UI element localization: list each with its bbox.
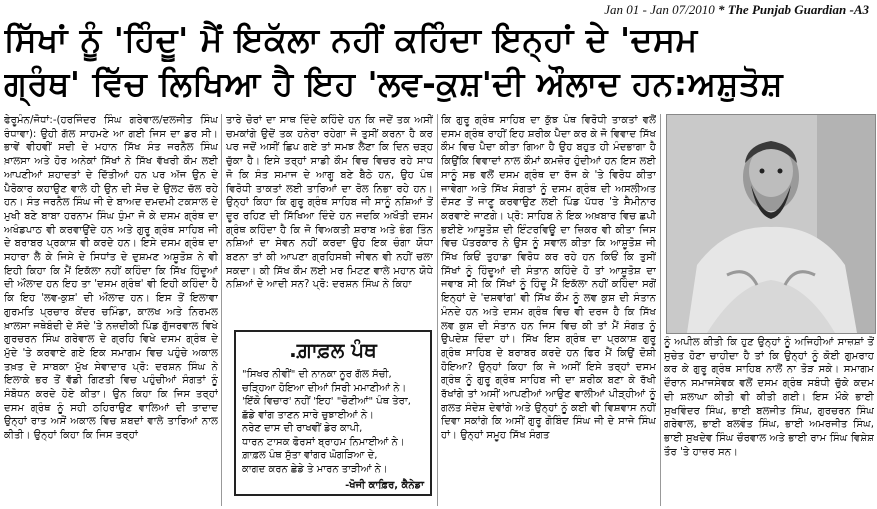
article-column-2 — [226, 114, 433, 324]
photo-portrait — [666, 114, 876, 334]
masthead — [604, 2, 869, 18]
poem-line: ਛੱਡੇ ਵਾਂਗ ਤਾਣਨ ਸਾਰੇ ਚੁਝਾਈਆਂ ਨੇ। — [242, 409, 374, 421]
column-2-text: ਤਾਰੇ ਚੋਰਾਂ ਦਾ ਸਾਥ ਦਿੰਦੇ ਕਹਿੰਦੇ ਹਨ ਕਿ ਜਦੋਂ ਤਕ ਅਸੀਂ ਚਮਕਾਂਗੇ ਉਦੋਂ ਤਕ ਹਨੇਰਾ ਰਹੇਗਾ ਜੋ ਤੁਸੀਂ ਕਰਨਾ ਹੈ ਕਰ ਪਰ ਜਦੋਂ ਅਸੀਂ ਛਿਪ ਗਏ ਤਾਂ ਸਮਝ ਲੈਣਾ ਕਿ ਦਿਨ ਚੜ੍ਹ ਚੁੱਕਾ ਹੈ। ਇਸੇ ਤਰ੍ਹਾਂ ਸਾਡੀ ਕੌਮ ਵਿਚ ਵਿਚਰ ਰਹੇ ਸਾਧ ਜੋ ਕਿ ਸੰਤ ਸਮਾਜ ਦੇ ਆਗੂ ਬਣੇ ਬੈਠੇ ਹਨ, ਉਹ ਪੰਥ ਵਿਰੋਧੀ ਤਾਕਤਾਂ ਲਈ ਤਾਰਿਆਂ ਦਾ ਰੋਲ ਨਿਭਾ ਰਹੇ ਹਨ। ਉਨ੍ਹਾਂ ਕਿਹਾ ਕਿ ਗੁਰੂ ਗ੍ਰੰਥ ਸਾਹਿਬ ਜੀ ਸਾਨੂੰ ਨਸ਼ਿਆਂ ਤੋਂ ਦੂਰ ਰਹਿਣ ਦੀ ਸਿੱਖਿਆ ਦਿੰਦੇ ਹਨ ਜਦਕਿ ਅਖੌਤੀ ਦਸਮ ਗ੍ਰੰਥ ਕਹਿੰਦਾ ਹੈ ਕਿ ਜੋ ਵਿਅਕਤੀ ਸ਼ਰਾਬ ਅਤੇ ਭੰਗ ਤਿੰਨ ਨਸ਼ਿਆਂ ਦਾ ਸੇਵਨ ਨਹੀਂ ਕਰਦਾ ਉਹ ਇਕ ਚੰਗਾ ਯੋਧਾ ਬਣਨਾ ਤਾਂ ਕੀ ਆਪਣਾ ਗ੍ਰਹਿਸਥੀ ਜੀਵਨ ਵੀ ਨਹੀਂ ਚਲਾ ਸਕਦਾ। ਕੀ ਸਿੱਖ ਕੌਮ ਲਈ ਮਰ ਮਿਟਣ ਵਾਲੇ ਮਹਾਨ ਯੋਧੇ ਨਸ਼ਿਆਂ ਦੇ ਆਦੀ ਸਨ? ਪ੍ਰੋ: ਦਰਸ਼ਨ ਸਿੰਘ ਨੇ ਕਿਹਾ — [226, 115, 433, 291]
poem-author: -ਖੋਜੀ ਕਾਫ਼ਿਰ, ਕੈਨੇਡਾ — [345, 480, 424, 491]
poem-line: 'ਇੱਕੋ ਵਿਚਾਰ' ਨਹੀਂ 'ਇਹ' "ਚੋਣੀਆਂ" ਪੰਥ ਤੇਰਾ, — [242, 396, 411, 407]
column-divider — [221, 114, 222, 506]
poem-title: .ਗ਼ਾਫ਼ਲ ਪੰਥ — [289, 338, 377, 362]
poem-line: ਧਾਰਨ ਟਾਸਕ ਫੋਰਸਾਂ ਬ੍ਰਾਹਮ ਨਿਮਾਈਆਂ ਨੇ। — [242, 436, 405, 448]
headline-line-1: ਸਿੱਖਾਂ ਨੂੰ 'ਹਿੰਦੂ' ਮੈਂ ਇਕੱਲਾ ਨਹੀਂ ਕਹਿੰਦਾ ਇਨ੍ਹਾਂ ਦੇ 'ਦਸਮ — [4, 20, 698, 59]
portrait-illustration — [667, 115, 875, 333]
column-3-text: ਕਿ ਗੁਰੂ ਗ੍ਰੰਥ ਸਾਹਿਬ ਦਾ ਕੁੱਝ ਪੰਥ ਵਿਰੋਧੀ ਤਾਕਤਾਂ ਵਲੋਂ ਦਸਮ ਗ੍ਰੰਥ ਰਾਹੀਂ ਇਹ ਸ਼ਰੀਕ ਪੈਦਾ ਕਰ ਕੇ ਜੋ ਵਿਵਾਦ ਸਿੱਖ ਕੌਮ ਵਿਚ ਪੈਦਾ ਕੀਤਾ ਗਿਆ ਹੈ ਉਹ ਬਹੁਤ ਹੀ ਮੰਦਭਾਗਾ ਹੈ ਕਿਉਂਕਿ ਵਿਵਾਦਾਂ ਨਾਲ ਕੌਮਾਂ ਕਮਜ਼ੋਰ ਹੁੰਦੀਆਂ ਹਨ ਇਸ ਲਈ ਸਾਨੂੰ ਸਭ ਵਲੋਂ ਦਸਮ ਗ੍ਰੰਥ ਦਾ ਰੱਜ ਕੇ 'ਤੇ ਵਿਰੋਧ ਕੀਤਾ ਜਾਵੇਗਾ ਅਤੇ ਸਿੱਖ ਸੰਗਤਾਂ ਨੂੰ ਦਸਮ ਗ੍ਰੰਥ ਦੀ ਅਸਲੀਅਤ ਦੱਸਣ ਤੋਂ ਜਾਣੂ ਕਰਵਾਉਣ ਲਈ ਪਿੰਡ ਪੱਧਰ 'ਤੇ ਸੈਮੀਨਾਰ ਕਰਵਾਏ ਜਾਣਗੇ। ਪ੍ਰੋ: ਸਾਹਿਬ ਨੇ ਇਕ ਅਖ਼ਬਾਰ ਵਿਚ ਛਪੀ ਭਈਏ ਆਸ਼ੂਤੋਸ਼ ਦੀ ਇੰਟਰਵਿਊ ਦਾ ਜ਼ਿਕਰ ਵੀ ਕੀਤਾ ਜਿਸ ਵਿਚ ਪੱਤਰਕਾਰ ਨੇ ਉਸ ਨੂੰ ਸਵਾਲ ਕੀਤਾ ਕਿ ਆਸ਼ੂਤੋਸ਼ ਜੀ ਸਿੱਖ ਕਿਓਂ ਤੁਹਾਡਾ ਵਿਰੋਧ ਕਰ ਰਹੇ ਹਨ ਕਿਓਂ ਕਿ ਤੁਸੀਂ ਸਿੱਖਾਂ ਨੂੰ ਹਿੰਦੂਆਂ ਦੀ ਸੰਤਾਨ ਕਹਿੰਦੇ ਹੋ ਤਾਂ ਆਸ਼ੂਤੋਸ਼ ਦਾ ਜਵਾਬ ਸੀ ਕਿ ਸਿੱਖਾਂ ਨੂੰ ਹਿੰਦੂ ਮੈਂ ਇਕੱਲਾ ਨਹੀਂ ਕਹਿੰਦਾ ਸਗੋਂ ਇਨ੍ਹਾਂ ਦੇ 'ਦਸ਼ਵਾਂਗ' ਵੀ ਸਿੱਖ ਕੌਮ ਨੂੰ ਲਵ ਕੁਸ਼ ਦੀ ਸੰਤਾਨ ਮੰਨਦੇ ਹਨ ਅਤੇ ਦਸਮ ਗ੍ਰੰਥ ਵਿਚ ਵੀ ਦਰਜ ਹੈ ਕਿ ਸਿੱਖ ਲਵ ਕੁਸ਼ ਦੀ ਸੰਤਾਨ ਹਨ ਜਿਸ ਵਿਚ ਕੀ ਤਾਂ ਮੈਂ ਸੰਗਤ ਨੂੰ ਉਪਦੇਸ਼ ਦਿੰਦਾ ਹਾਂ। ਸਿੱਖ ਇਸ ਗ੍ਰੰਥ ਦਾ ਪ੍ਰਕਾਸ਼ ਗੁਰੂ ਗ੍ਰੰਥ ਸਾਹਿਬ ਦੇ ਬਰਾਬਰ ਕਰਦੇ ਹਨ ਫਿਰ ਮੈਂ ਕਿਉਂ ਦੋਸ਼ੀ ਹੋਇਆ? ਉਨ੍ਹਾਂ ਕਿਹਾ ਕਿ ਜੇ ਅਸੀਂ ਇਸੇ ਤਰ੍ਹਾਂ ਦਸਮ ਗ੍ਰੰਥ ਨੂੰ ਗੁਰੂ ਗ੍ਰੰਥ ਸਾਹਿਬ ਜੀ ਦਾ ਸ਼ਰੀਕ ਬਣਾ ਕੇ ਰੱਖੀ ਰੱਖਾਂਗੇ ਤਾਂ ਅਸੀਂ ਆਪਣੀਆਂ ਆਉਣ ਵਾਲੀਆਂ ਪੀੜ੍ਹੀਆਂ ਨੂੰ ਗਲਤ ਸੰਦੇਸ਼ ਦੇਵਾਂਗੇ ਅਤੇ ਉਨ੍ਹਾਂ ਨੂੰ ਕਈ ਵੀ ਵਿਸ਼ਵਾਸ ਨਹੀਂ ਦਿਵਾ ਸਕਾਂਗੇ ਕਿ ਅਸੀਂ ਗੁਰੂ ਗੋਬਿੰਦ ਸਿੰਘ ਜੀ ਦੇ ਸਾਜੇ ਸਿੰਘ ਹਾਂ। ਉਨ੍ਹਾਂ ਸਮੂਹ ਸਿੱਖ ਸੰਗਤ — [441, 115, 656, 442]
column-divider — [660, 114, 661, 506]
headline — [4, 18, 874, 106]
article-column-4 — [664, 336, 874, 508]
poem-lines — [242, 368, 424, 476]
poem-line: "ਸਿਖਰ ਨੀਵੀਂ" ਦੀ ਨਾਨਕਾ ਨੂਰ ਗੱਲ ਸੱਚੀ, — [242, 369, 392, 380]
column-4-text: ਨੂੰ ਅਪੀਲ ਕੀਤੀ ਕਿ ਹੁਣ ਉਨ੍ਹਾਂ ਨੂੰ ਅਜਿਹੀਆਂ ਸਾਜ਼ਸ਼ਾਂ ਤੋਂ ਸੁਚੇਤ ਹੋਣਾ ਚਾਹੀਦਾ ਹੈ ਤਾਂ ਕਿ ਉਨ੍ਹਾਂ ਨੂੰ ਕੋਈ ਗੁਮਰਾਹ ਕਰ ਕੇ ਗੁਰੂ ਗ੍ਰੰਥ ਸਾਹਿਬ ਨਾਲੋਂ ਨਾ ਤੋੜ ਸਕੇ। ਸਮਾਗਮ ਦੌਰਾਨ ਸਮਾਜਸੇਵਕ ਵਲੋਂ ਦਸਮ ਗ੍ਰੰਥ ਸਬੰਧੀ ਚੁੱਕੇ ਕਦਮ ਦੀ ਸ਼ਲਾਘਾ ਕੀਤੀ ਵੀ ਕੀਤੀ ਗਈ। ਇਸ ਮੌਕੇ ਭਾਈ ਸੁਖਵਿੰਦਰ ਸਿੰਘ, ਭਾਈ ਬਲਜੀਤ ਸਿੰਘ, ਗੁਰਚਰਨ ਸਿੰਘ ਗਰੇਵਾਲ, ਭਾਈ ਬਲਵੰਤ ਸਿੰਘ, ਭਾਈ ਅਮਰਜੀਤ ਸਿੰਘ, ਭਾਈ ਸੁਖਦੇਵ ਸਿੰਘ ਚੌਰਵਾਲ ਅਤੇ ਭਾਈ ਰਾਮ ਸਿੰਘ ਵਿਸ਼ੇਸ਼ ਤੌਰ 'ਤੇ ਹਾਜ਼ਰ ਸਨ। — [664, 337, 874, 458]
poem-line: ਚੜ੍ਹਿਆ ਹੋਇਆ ਦੀਆਂ ਸਿਰੀ ਮਮਾਣੀਆਂ ਨੇ। — [242, 382, 407, 394]
masthead-paper: * The Punjab Guardian -A3 — [718, 2, 869, 17]
column-divider — [437, 114, 438, 506]
column-1-text: ਫੇਰੂਮੰਨ/ਜੋਧਾਂ:-(ਹਰਜਿੰਦਰ ਸਿੰਘ ਗਰੇਵਾਲ/ਦਲਜੀਤ ਸਿੰਘ ਰੰਧਾਵਾ): ਉਹੀ ਗੱਲ ਸਾਹਮਣੇ ਆ ਗਈ ਜਿਸ ਦਾ ਡਰ ਸੀ। ਭਾਵੇਂ ਵੀਹਵੀਂ ਸਦੀ ਦੇ ਮਹਾਨ ਸਿੱਖ ਸੰਤ ਜਰਨੈਲ ਸਿੰਘ ਖ਼ਾਲਸਾ ਅਤੇ ਹੋਰ ਅਨੇਕਾਂ ਸਿੱਖਾਂ ਨੇ ਸਿੱਖ ਵੱਖਰੀ ਕੌਮ ਲਈ ਆਪਣੀਆਂ ਸ਼ਹਾਦਤਾਂ ਦੇ ਦਿੱਤੀਆਂ ਹਨ ਪਰ ਅੱਜ ਉਨ ਦੇ ਪੈਰੋਕਾਰ ਕਹਾਉਣ ਵਾਲੇ ਹੀ ਉਨ ਦੀ ਸੋਚ ਦੇ ਉਲਟ ਚੱਲ ਰਹੇ ਹਨ। ਸੰਤ ਜਰਨੈਲ ਸਿੰਘ ਜੀ ਦੇ ਬਾਅਦ ਦਮਦਮੀ ਟਕਸਾਲ ਦੇ ਮੁਖੀ ਬਣੇ ਬਾਬਾ ਹਰਨਾਮ ਸਿੰਘ ਧੁੰਮਾ ਜੋ ਕੇ ਦਸਮ ਗ੍ਰੰਥ ਦਾ ਅਖੰਡਪਾਠ ਵੀ ਕਰਵਾਉਂਦੇ ਹਨ ਅਤੇ ਗੁਰੂ ਗ੍ਰੰਥ ਸਾਹਿਬ ਜੀ ਦੇ ਬਰਾਬਰ ਪ੍ਰਕਾਸ਼ ਵੀ ਕਰਦੇ ਹਨ। ਇਸੇ ਦਸਮ ਗ੍ਰੰਥ ਦਾ ਸਹਾਰਾ ਲੈ ਕੇ ਜਿਸੇ ਦੇ ਸਿਧਾਂਤ ਦੇ ਦੁਸ਼ਮਣ ਅਸ਼ੂਤੋਸ਼ ਨੇ ਵੀ ਇਹੀ ਕਿਹਾ ਕਿ ਮੈਂ ਇਕੱਲਾ ਨਹੀਂ ਕਹਿੰਦਾ ਕਿ ਸਿੱਖ ਹਿੰਦੂਆਂ ਦੀ ਔਲਾਦ ਹਨ ਇਹ ਤਾ 'ਦਸਮ ਗ੍ਰੰਥ' ਵੀ ਇਹੀ ਕਹਿੰਦਾ ਹੈ ਕਿ ਇਹ 'ਲਵ-ਕੁਸ਼' ਦੀ ਔਲਾਦ ਹਨ। ਇਸ ਤੋਂ ਇਲਾਵਾ ਗੁਰਮਤਿ ਪ੍ਰਚਾਰ ਕੇਂਦਰ ਚਮਿੰਡਾ, ਕਾਲਖ ਅਤੇ ਨਿਰਮਲ ਖ਼ਾਲਸਾ ਜਥੇਬੰਦੀ ਦੇ ਸੱਦੇ 'ਤੇ ਨਜ਼ਦੀਕੀ ਪਿੰਡ ਗੁੱਜਰਵਾਲ ਵਿਖੇ ਗੁਰਚਰਨ ਸਿੰਘ ਗਰੇਵਾਲ ਦੇ ਗ੍ਰਹਿ ਵਿਖੇ ਦਸਮ ਗ੍ਰੰਥ ਦੇ ਮੁੱਦੇ 'ਤੇ ਕਰਵਾਏ ਗਏ ਇਕ ਸਮਾਗਮ ਵਿਚ ਪਹੁੰਚੇ ਅਕਾਲ ਤਖ਼ਤ ਦੇ ਸਾਬਕਾ ਮੁੱਖ ਸੇਵਾਦਾਰ ਪ੍ਰੋ: ਦਰਸ਼ਨ ਸਿੰਘ ਨੇ ਇਲਾਕੇ ਭਰ ਤੋਂ ਵੱਡੀ ਗਿਣਤੀ ਵਿਚ ਪਹੁੰਚੀਆਂ ਸੰਗਤਾਂ ਨੂੰ ਸੰਬੋਧਨ ਕਰਦੇ ਹੋਏ ਕੀਤਾ। ਉਨ ਕਿਹਾ ਕਿ ਜਿਸ ਤਰ੍ਹਾਂ ਦਸਮ ਗ੍ਰੰਥ ਨੂੰ ਸਹੀ ਠਹਿਰਾਉਣ ਵਾਲਿਆਂ ਦੀ ਤਾਦਾਦ ਉਨ੍ਹਾਂ ਰਾਤ ਅਸੋਂ ਅਕਾਲ ਵਿਚ ਸ਼ਬਦਾਂ ਵਾਲੇ ਤਾਰਿਆਂ ਨਾਲ ਕੀਤੀ। ਉਨ੍ਹਾਂ ਕਿਹਾ ਕਿ ਜਿਸ ਤਰ੍ਹਾਂ — [4, 115, 218, 442]
article-column-3 — [441, 114, 656, 506]
headline-line-2: ਗ੍ਰੰਥ' ਵਿੱਚ ਲਿਖਿਆ ਹੈ ਇਹ 'ਲਵ-ਕੁਸ਼'ਦੀ ਔਲਾਦ ਹਨ:ਅਸ਼ੁਤੋਸ਼ — [4, 64, 784, 103]
masthead-dates: Jan 01 - Jan 07/2010 — [604, 2, 715, 17]
poem-line: ਕਾਗਦ ਕਰਨ ਛੇਡੇ ਤੇ ਮਾਰਨ ਤਾੜੀਆਂ ਨੇ। — [242, 463, 388, 475]
poem-line: ਗ਼ਾਫ਼ਲ ਪੰਥ ਸੁੱਤਾ ਵਾਂਗਰ ਘੋਗੜਿਆ ਦੇ, — [242, 450, 378, 461]
article-column-1 — [4, 114, 218, 506]
poem-box — [234, 330, 432, 496]
poem-line: ਨਰੇਣ ਦਾਸ ਦੀ ਰਾਖਵੀਂ ਡੇਰ ਕਾਪੀ, — [242, 423, 363, 434]
